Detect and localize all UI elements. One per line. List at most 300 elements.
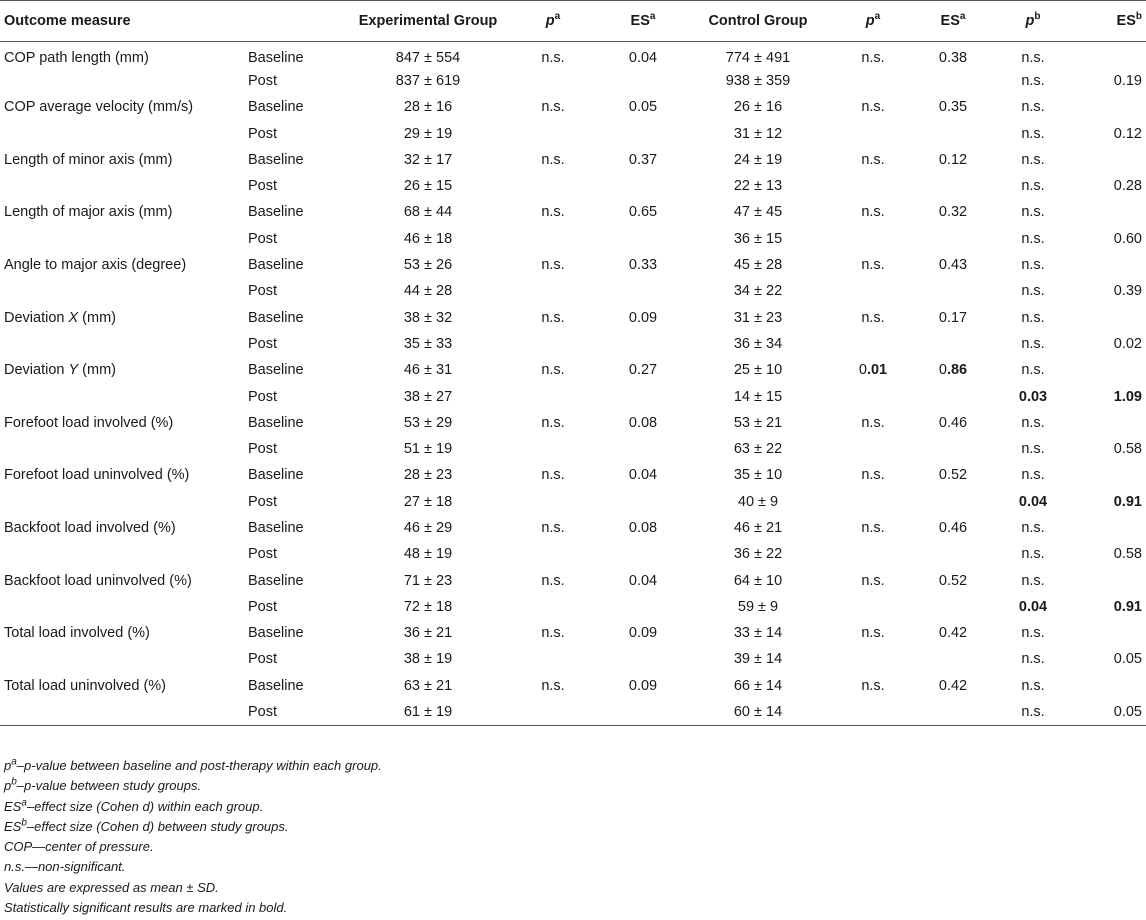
- footnote-line: [4, 837, 382, 857]
- p-a-control-bold: .01: [866, 362, 888, 379]
- table-row: [0, 646, 1146, 672]
- phase-label: Baseline: [248, 362, 304, 379]
- p-b-between-groups: n.s.: [1021, 309, 1045, 326]
- p-a-experimental: [508, 331, 598, 357]
- p-b-between-groups: n.s.: [1021, 546, 1045, 563]
- p-b-between-groups: n.s.: [1021, 99, 1045, 116]
- table-row: [0, 489, 1146, 515]
- table-row: [0, 383, 1146, 409]
- es-a-control: [918, 383, 988, 409]
- es-a-control: [918, 436, 988, 462]
- header-sup-a: a: [649, 11, 656, 23]
- outcome-measure-name: Total load involved (%): [4, 625, 150, 642]
- table-row: [0, 594, 1146, 620]
- measure-name-prefix: Deviation: [4, 309, 69, 326]
- footnote-symbol: ES: [4, 798, 22, 814]
- es-a-control: 0.35: [938, 99, 968, 116]
- es-b-between-groups: 0.05: [1078, 699, 1146, 725]
- table-row: [0, 68, 1146, 94]
- experimental-value: 38 ± 19: [403, 651, 453, 668]
- control-value: 35 ± 10: [733, 467, 783, 484]
- phase-label: Post: [248, 230, 278, 247]
- es-a-control: 0.52: [938, 467, 968, 484]
- p-a-experimental: [508, 594, 598, 620]
- p-b-between-groups: n.s.: [1021, 257, 1045, 274]
- phase-label: Post: [248, 441, 278, 458]
- p-a-control: n.s.: [861, 49, 885, 66]
- p-b-between-groups: n.s.: [1021, 49, 1045, 66]
- experimental-value: 36 ± 21: [403, 625, 453, 642]
- es-b-between-groups: [1078, 42, 1146, 68]
- es-a-control: 0.43: [938, 257, 968, 274]
- experimental-value: 53 ± 29: [403, 414, 453, 431]
- footnote-line: [4, 817, 382, 837]
- experimental-value: 32 ± 17: [403, 151, 453, 168]
- phase-label: Post: [248, 72, 278, 89]
- p-a-experimental: [508, 383, 598, 409]
- p-b-between-groups: n.s.: [1021, 178, 1045, 195]
- es-b-between-groups: 0.19: [1113, 72, 1142, 89]
- es-a-experimental: 0.27: [628, 362, 658, 379]
- p-a-control: n.s.: [861, 625, 885, 642]
- table-row: [0, 620, 1146, 646]
- control-value: 26 ± 16: [733, 99, 783, 116]
- experimental-value: 51 ± 19: [403, 441, 453, 458]
- p-b-between-groups: n.s.: [1021, 651, 1045, 668]
- header-p-symbol: p: [1025, 13, 1035, 29]
- p-a-experimental: n.s.: [541, 151, 565, 168]
- experimental-value: 48 ± 19: [403, 546, 453, 563]
- header-control-group: Control Group: [688, 1, 828, 42]
- control-value: 31 ± 12: [733, 125, 783, 142]
- footnote-symbol: ES: [4, 818, 22, 834]
- phase-label: Baseline: [248, 414, 304, 431]
- p-a-experimental: [508, 699, 598, 725]
- p-a-experimental: [508, 120, 598, 146]
- es-b-between-groups: [1078, 620, 1146, 646]
- phase-label: Post: [248, 699, 348, 725]
- table-header: [0, 1, 1146, 42]
- control-value: 59 ± 9: [737, 598, 779, 615]
- experimental-value: 46 ± 29: [403, 519, 453, 536]
- p-b-between-groups: n.s.: [1021, 72, 1045, 89]
- es-a-experimental: 0.08: [628, 414, 658, 431]
- es-a-experimental: [598, 383, 688, 409]
- p-b-between-groups: n.s.: [1021, 230, 1045, 247]
- experimental-value: 71 ± 23: [403, 572, 453, 589]
- es-b-between-groups: 0.05: [1113, 651, 1142, 668]
- outcome-measure-name: [0, 489, 248, 515]
- control-value: 36 ± 22: [733, 546, 783, 563]
- p-a-control: [828, 278, 918, 304]
- es-a-experimental: 0.04: [628, 572, 658, 589]
- phase-label: Baseline: [248, 257, 304, 274]
- footnote-text: –p-value between study groups.: [16, 778, 202, 794]
- table-body: [0, 42, 1146, 726]
- p-b-between-groups: n.s.: [988, 699, 1078, 725]
- es-b-between-groups: [1078, 94, 1146, 120]
- footnote-text: Statistically significant results are marked in bold.: [4, 900, 288, 916]
- control-value: 45 ± 28: [733, 257, 783, 274]
- p-b-between-groups: n.s.: [1021, 283, 1045, 300]
- phase-label: Post: [248, 178, 278, 195]
- phase-label: Post: [248, 546, 278, 563]
- p-a-experimental: [508, 68, 598, 94]
- p-b-between-groups: n.s.: [1021, 677, 1045, 694]
- p-a-control: [828, 226, 918, 252]
- phase-label: Baseline: [248, 467, 304, 484]
- header-es-symbol: ES: [1116, 13, 1136, 29]
- table-row: [0, 147, 1146, 173]
- phase-label: Post: [248, 335, 278, 352]
- header-es-symbol: ES: [630, 13, 650, 29]
- control-value: 66 ± 14: [733, 677, 783, 694]
- control-value: 33 ± 14: [733, 625, 783, 642]
- es-a-experimental: 0.05: [628, 99, 658, 116]
- p-a-control: n.s.: [861, 99, 885, 116]
- p-a-experimental: [508, 646, 598, 672]
- es-a-experimental: 0.09: [628, 625, 658, 642]
- es-a-experimental: 0.33: [628, 257, 658, 274]
- footnote-superscript: a: [11, 756, 17, 768]
- p-a-control: [828, 699, 918, 725]
- control-value: 31 ± 23: [733, 309, 783, 326]
- table-row: [0, 173, 1146, 199]
- experimental-value: 44 ± 28: [403, 283, 453, 300]
- es-a-experimental: [598, 699, 688, 725]
- es-a-control: [918, 489, 988, 515]
- es-a-experimental: [598, 278, 688, 304]
- es-a-control: [918, 173, 988, 199]
- experimental-value: 35 ± 33: [403, 335, 453, 352]
- p-a-experimental: n.s.: [541, 625, 565, 642]
- measure-name-suffix: (mm): [78, 362, 116, 379]
- outcome-measure-name: [0, 357, 248, 383]
- control-value: 22 ± 13: [733, 178, 783, 195]
- control-value: 774 ± 491: [725, 49, 791, 66]
- p-a-experimental: n.s.: [541, 572, 565, 589]
- footnote-line: [4, 797, 382, 817]
- control-value: 25 ± 10: [733, 362, 783, 379]
- es-a-control: [918, 594, 988, 620]
- header-p-symbol: p: [865, 13, 875, 29]
- table-row: [0, 515, 1146, 541]
- header-sup-b: b: [1034, 11, 1041, 23]
- outcome-measure-name: [0, 594, 248, 620]
- experimental-value: 46 ± 18: [403, 230, 453, 247]
- es-b-between-groups: [1078, 357, 1146, 383]
- footnote-superscript: a: [21, 797, 27, 809]
- control-value: 60 ± 14: [688, 699, 828, 725]
- p-a-experimental: n.s.: [541, 99, 565, 116]
- es-b-between-groups: 0.02: [1113, 335, 1142, 352]
- es-a-control: 0.52: [938, 572, 968, 589]
- es-a-experimental: 0.08: [628, 519, 658, 536]
- footnote-text: –effect size (Cohen d) within each group.: [26, 798, 264, 814]
- outcome-measure-name: Angle to major axis (degree): [4, 257, 187, 274]
- phase-label: Baseline: [248, 49, 304, 66]
- experimental-value: 53 ± 26: [403, 257, 453, 274]
- phase-label: Post: [248, 598, 278, 615]
- table-row: [0, 42, 1146, 68]
- p-b-between-groups: n.s.: [1021, 335, 1045, 352]
- p-a-experimental: [508, 541, 598, 567]
- es-a-experimental: [598, 331, 688, 357]
- p-a-control: [828, 68, 918, 94]
- es-a-experimental: [598, 436, 688, 462]
- control-value: 34 ± 22: [733, 283, 783, 300]
- p-a-experimental: [508, 489, 598, 515]
- p-a-control: n.s.: [861, 151, 885, 168]
- es-a-experimental: 0.37: [628, 151, 658, 168]
- p-b-between-groups: n.s.: [1021, 414, 1045, 431]
- p-b-between-groups: n.s.: [1021, 151, 1045, 168]
- outcome-measure-name: [0, 68, 248, 94]
- experimental-value: 26 ± 15: [403, 178, 453, 195]
- table-row: [0, 226, 1146, 252]
- p-b-between-groups: n.s.: [1021, 441, 1045, 458]
- experimental-value: 27 ± 18: [403, 493, 453, 510]
- phase-label: Post: [248, 125, 278, 142]
- header-p-a-experimental: [508, 1, 598, 42]
- outcome-measure-name: Forefoot load involved (%): [4, 414, 174, 431]
- outcome-measure-name: [0, 120, 248, 146]
- es-b-between-groups: 0.58: [1113, 441, 1142, 458]
- phase-label: Baseline: [248, 519, 304, 536]
- es-b-between-groups: 0.60: [1113, 230, 1142, 247]
- measure-name-variable: X: [68, 309, 79, 326]
- phase-label: Baseline: [248, 99, 304, 116]
- table-row: [0, 567, 1146, 593]
- outcome-measure-name: [0, 699, 248, 725]
- p-b-between-groups: 0.04: [1018, 598, 1048, 615]
- es-a-control: [918, 357, 988, 383]
- header-sup-a: a: [554, 11, 561, 23]
- header-p-symbol: p: [545, 13, 555, 29]
- es-b-between-groups: 0.28: [1113, 178, 1142, 195]
- header-es-symbol: ES: [940, 13, 960, 29]
- es-a-experimental: 0.04: [628, 467, 658, 484]
- p-a-control: n.s.: [861, 519, 885, 536]
- footnote-superscript: b: [21, 817, 27, 829]
- es-b-between-groups: 0.39: [1113, 283, 1142, 300]
- p-b-between-groups: 0.03: [1018, 388, 1048, 405]
- phase-label: Post: [248, 493, 278, 510]
- es-a-experimental: [598, 120, 688, 146]
- footnote-line: [4, 857, 382, 877]
- es-b-between-groups: [1078, 199, 1146, 225]
- outcome-measure-name: [0, 436, 248, 462]
- es-a-control-lead: 0: [938, 362, 947, 379]
- p-a-control: n.s.: [861, 677, 885, 694]
- es-a-experimental: [598, 226, 688, 252]
- table-row: [0, 252, 1146, 278]
- experimental-value: 63 ± 21: [403, 677, 453, 694]
- es-a-experimental: 0.04: [628, 49, 658, 66]
- p-a-control: [828, 646, 918, 672]
- es-b-between-groups: [1078, 673, 1146, 699]
- header-es-b: [1078, 1, 1146, 42]
- table-row: [0, 331, 1146, 357]
- es-a-control: 0.42: [938, 625, 968, 642]
- table-row: [0, 436, 1146, 462]
- outcome-measure-name: Forefoot load uninvolved (%): [4, 467, 190, 484]
- experimental-value: 28 ± 23: [403, 467, 453, 484]
- outcome-measure-name: [0, 646, 248, 672]
- outcome-measure-name: [0, 304, 248, 330]
- phase-label: Post: [248, 388, 278, 405]
- outcome-measure-name: COP path length (mm): [4, 49, 149, 66]
- control-value: 14 ± 15: [733, 388, 783, 405]
- es-a-experimental: 0.09: [628, 309, 658, 326]
- es-a-control: [918, 646, 988, 672]
- p-a-control: [828, 120, 918, 146]
- es-a-experimental: 0.09: [628, 677, 658, 694]
- es-b-between-groups: [1078, 252, 1146, 278]
- es-b-between-groups: 0.12: [1113, 125, 1142, 142]
- p-b-between-groups: n.s.: [1021, 362, 1045, 379]
- p-a-control: n.s.: [861, 204, 885, 221]
- phase-label: Post: [248, 651, 278, 668]
- control-value: 36 ± 15: [733, 230, 783, 247]
- p-a-control: [828, 331, 918, 357]
- phase-label: Baseline: [248, 677, 304, 694]
- p-a-experimental: n.s.: [541, 204, 565, 221]
- es-a-control: [918, 541, 988, 567]
- outcome-measure-name: COP average velocity (mm/s): [4, 99, 194, 116]
- es-a-experimental: [598, 173, 688, 199]
- p-a-control: n.s.: [861, 467, 885, 484]
- experimental-value: 38 ± 32: [403, 309, 453, 326]
- control-value: 36 ± 34: [733, 335, 783, 352]
- p-a-control: [828, 383, 918, 409]
- outcome-measure-name: Length of major axis (mm): [4, 204, 173, 221]
- es-a-experimental: [598, 489, 688, 515]
- p-b-between-groups: n.s.: [1021, 204, 1045, 221]
- experimental-value: 38 ± 27: [403, 388, 453, 405]
- p-a-control: n.s.: [861, 309, 885, 326]
- footnote-symbol: p: [4, 758, 12, 773]
- es-b-between-groups: [1078, 567, 1146, 593]
- control-value: 64 ± 10: [733, 572, 783, 589]
- es-a-control: [918, 68, 988, 94]
- control-value: 40 ± 9: [737, 493, 779, 510]
- table-row: [0, 541, 1146, 567]
- p-a-experimental: n.s.: [541, 677, 565, 694]
- control-value: 53 ± 21: [733, 414, 783, 431]
- header-experimental-group: Experimental Group: [348, 1, 508, 42]
- table-footnotes: [4, 756, 382, 918]
- es-b-between-groups: [1078, 462, 1146, 488]
- outcome-measure-name: [0, 226, 248, 252]
- es-b-between-groups: 0.91: [1113, 598, 1142, 615]
- es-a-experimental: [598, 68, 688, 94]
- outcome-measure-name: [0, 541, 248, 567]
- control-value: 24 ± 19: [733, 151, 783, 168]
- control-value: 39 ± 14: [733, 651, 783, 668]
- header-es-a-experimental: [598, 1, 688, 42]
- es-a-control-bold: .86: [946, 362, 968, 379]
- phase-label: Post: [248, 283, 278, 300]
- p-b-between-groups: n.s.: [1021, 625, 1045, 642]
- p-a-control: [828, 173, 918, 199]
- es-b-between-groups: 1.09: [1113, 388, 1142, 405]
- footnote-line: [4, 898, 382, 918]
- experimental-value: 847 ± 554: [395, 49, 461, 66]
- footnote-text: Values are expressed as mean ± SD.: [4, 879, 219, 895]
- es-a-control: 0.32: [938, 204, 968, 221]
- p-b-between-groups: n.s.: [1021, 125, 1045, 142]
- outcome-measure-name: Backfoot load involved (%): [4, 519, 176, 536]
- phase-label: Baseline: [248, 151, 304, 168]
- p-a-experimental: [508, 173, 598, 199]
- control-value: 938 ± 359: [725, 72, 791, 89]
- header-phase: [248, 1, 348, 42]
- footnote-text: COP—center of pressure.: [4, 839, 154, 855]
- phase-label: Baseline: [248, 204, 304, 221]
- footnote-symbol: p: [4, 778, 12, 794]
- p-b-between-groups: n.s.: [1021, 467, 1045, 484]
- p-a-experimental: n.s.: [541, 414, 565, 431]
- p-a-control: [828, 489, 918, 515]
- outcome-measure-name: Total load uninvolved (%): [4, 677, 167, 694]
- table-row: [0, 94, 1146, 120]
- outcome-measure-name: Length of minor axis (mm): [4, 151, 173, 168]
- phase-label: Baseline: [248, 309, 304, 326]
- p-a-control: [828, 541, 918, 567]
- outcome-measure-name: [0, 383, 248, 409]
- experimental-value: 72 ± 18: [403, 598, 453, 615]
- es-b-between-groups: [1078, 410, 1146, 436]
- phase-label: Baseline: [248, 625, 304, 642]
- table-row: [0, 410, 1146, 436]
- footnote-text: n.s.—non-significant.: [4, 859, 126, 875]
- p-b-between-groups: 0.04: [1018, 493, 1048, 510]
- es-b-between-groups: 0.58: [1113, 546, 1142, 563]
- table-row: [0, 673, 1146, 699]
- p-a-experimental: n.s.: [541, 257, 565, 274]
- footnote-text: –p-value between baseline and post-therapy within each group.: [16, 758, 382, 773]
- table-row: [0, 199, 1146, 225]
- outcome-measure-name: [0, 278, 248, 304]
- p-a-experimental: n.s.: [541, 309, 565, 326]
- footnote-line: [4, 776, 382, 796]
- control-value: 63 ± 22: [733, 441, 783, 458]
- p-a-control: [828, 357, 918, 383]
- header-p-b: [988, 1, 1078, 42]
- p-a-control: n.s.: [861, 257, 885, 274]
- p-a-experimental: n.s.: [541, 467, 565, 484]
- outcome-measure-name: [0, 331, 248, 357]
- header-p-a-control: [828, 1, 918, 42]
- experimental-value: 837 ± 619: [395, 72, 461, 89]
- header-sup-a: a: [874, 11, 881, 23]
- es-a-control: [918, 331, 988, 357]
- p-b-between-groups: n.s.: [1021, 572, 1045, 589]
- measure-name-prefix: Deviation: [4, 362, 69, 379]
- experimental-value: 28 ± 16: [403, 99, 453, 116]
- es-a-control: 0.46: [938, 414, 968, 431]
- control-value: 46 ± 21: [733, 519, 783, 536]
- p-a-experimental: [508, 226, 598, 252]
- es-a-control: [918, 226, 988, 252]
- es-a-control: 0.42: [938, 677, 968, 694]
- es-a-experimental: [598, 594, 688, 620]
- es-a-control: 0.46: [938, 519, 968, 536]
- es-b-between-groups: [1078, 304, 1146, 330]
- table-row: [0, 120, 1146, 146]
- es-a-control: 0.12: [938, 151, 968, 168]
